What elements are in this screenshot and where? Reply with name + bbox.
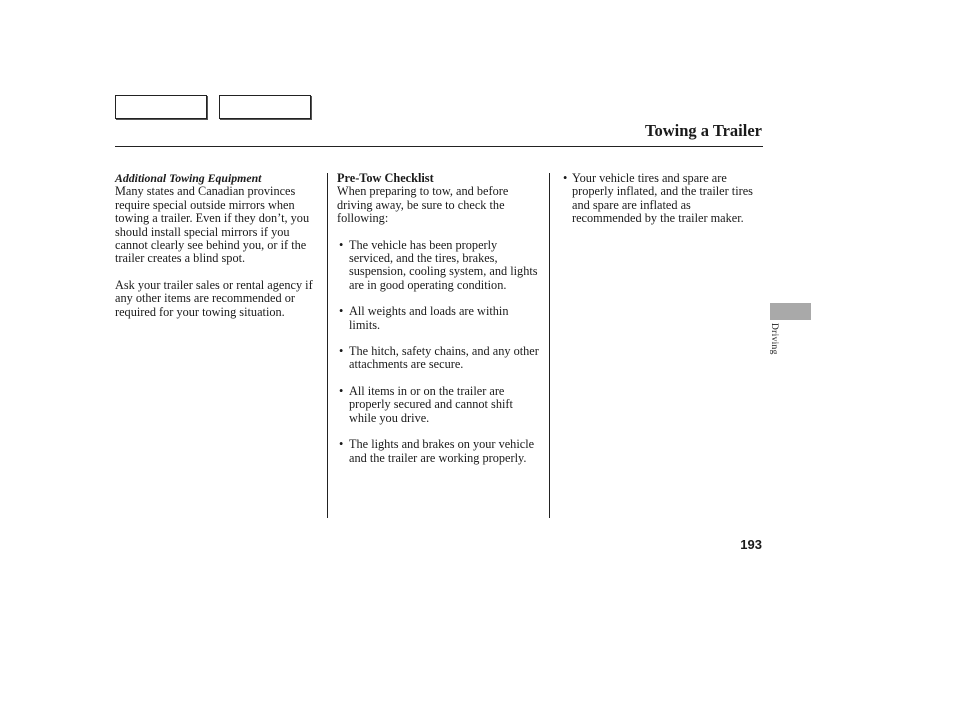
checklist-item-text: Your vehicle tires and spare are properly inflated, and the trailer tires and spare are inflated as recommended by the trailer maker. <box>572 171 753 226</box>
checklist-item <box>337 385 541 425</box>
column-divider <box>549 173 550 518</box>
checklist <box>563 172 753 226</box>
column-additional-equipment <box>115 172 321 332</box>
checklist-item <box>337 305 541 332</box>
checklist-item <box>563 172 753 226</box>
bullet-icon: • <box>339 383 344 398</box>
checklist-item-text: The vehicle has been properly serviced, and the tires, brakes, suspension, cooling system, and lights are in good operating condition. <box>349 237 538 292</box>
bullet-icon: • <box>339 437 344 452</box>
section-label: Driving <box>769 323 779 355</box>
checklist-item-text: All items in or on the trailer are properly secured and cannot shift while you drive. <box>349 383 513 425</box>
column-checklist-continued <box>563 172 753 239</box>
page-title: Towing a Trailer <box>644 121 762 140</box>
header-rule <box>115 146 763 147</box>
bullet-icon: • <box>339 344 344 359</box>
checklist-item <box>337 345 541 372</box>
nav-button-next[interactable] <box>219 95 311 119</box>
subhead-pre-tow-checklist: Pre-Tow Checklist <box>337 171 434 185</box>
bullet-icon: • <box>563 171 568 185</box>
checklist-intro: When preparing to tow, and before driving away, be sure to check the following: <box>337 184 509 226</box>
subhead-additional-towing-equipment: Additional Towing Equipment <box>115 171 262 185</box>
page-number: 193 <box>740 537 762 552</box>
section-tab <box>770 303 811 320</box>
checklist-item <box>337 438 541 465</box>
column-pre-tow-checklist <box>337 172 541 478</box>
checklist-item <box>337 239 541 293</box>
nav-button-previous[interactable] <box>115 95 207 119</box>
bullet-icon: • <box>339 237 344 252</box>
checklist <box>337 239 541 465</box>
checklist-item-text: The hitch, safety chains, and any other attachments are secure. <box>349 344 539 372</box>
checklist-item-text: The lights and brakes on your vehicle and the trailer are working properly. <box>349 437 535 465</box>
checklist-item-text: All weights and loads are within limits. <box>349 304 509 332</box>
paragraph: Many states and Canadian provinces require special outside mirrors when towing a trailer. Even if they don’t, you should install special mirrors if you cannot clearly see behind you, or if the trailer creates a blind spot. <box>115 184 310 266</box>
paragraph: Ask your trailer sales or rental agency if any other items are recommended or required for your towing situation. <box>115 277 313 319</box>
column-divider <box>327 173 328 518</box>
bullet-icon: • <box>339 304 344 319</box>
